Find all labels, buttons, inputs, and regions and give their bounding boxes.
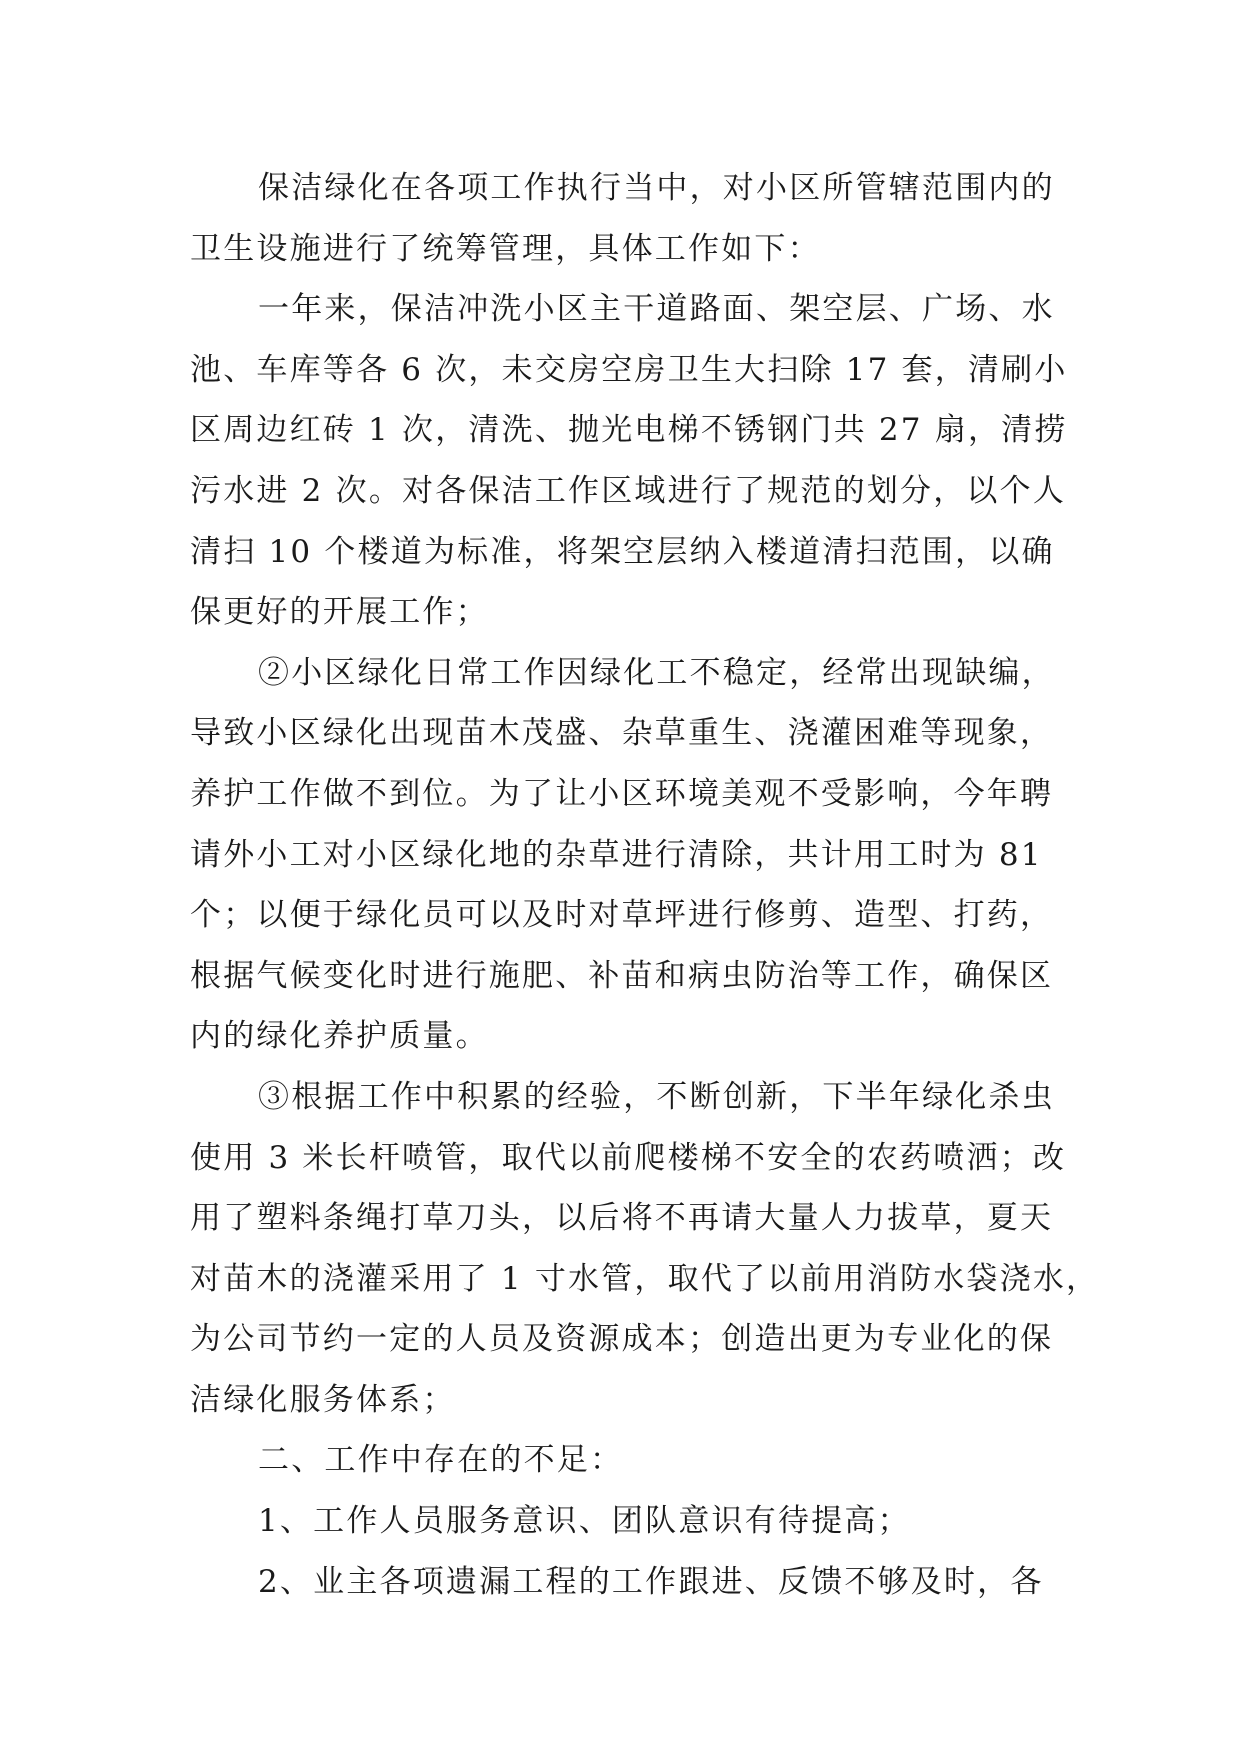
text-line: 使用 3 米长杆喷管，取代以前爬楼梯不安全的农药喷洒；改 (190, 1139, 1067, 1176)
text-line: 请外小工对小区绿化地的杂草进行清除，共计用工时为 81 (190, 836, 1043, 873)
text-line: 内的绿化养护质量。 (190, 1018, 489, 1055)
text-line: 对苗木的浇灌采用了 1 寸水管，取代了以前用消防水袋浇水， (190, 1260, 1100, 1297)
text-line: 保更好的开展工作； (190, 594, 489, 631)
text-line: 2、业主各项遗漏工程的工作跟进、反馈不够及时，各 (258, 1563, 1044, 1600)
text-line: 卫生设施进行了统筹管理，具体工作如下： (190, 230, 821, 267)
text-line: 二、工作中存在的不足： (258, 1442, 624, 1479)
list-item (190, 1552, 1050, 1613)
paragraph-greening (190, 643, 1055, 1067)
text-line: 导致小区绿化出现苗木茂盛、杂草重生、浇灌困难等现象， (190, 715, 1054, 752)
text-line: 根据气候变化时进行施肥、补苗和病虫防治等工作，确保区 (190, 957, 1054, 994)
text-line: 1、工作人员服务意识、团队意识有待提高； (258, 1503, 911, 1540)
list-item (190, 1491, 1050, 1552)
text-line: 洁绿化服务体系； (190, 1381, 456, 1418)
text-line: ③根据工作中积累的经验，不断创新，下半年绿化杀虫 (258, 1078, 1055, 1115)
paragraph-cleaning (190, 279, 1068, 643)
text-line: ②小区绿化日常工作因绿化工不稳定，经常出现缺编， (258, 654, 1055, 691)
text-line: 为公司节约一定的人员及资源成本；创造出更为专业化的保 (190, 1321, 1054, 1358)
section-heading-shortcomings (190, 1430, 1050, 1491)
text-line: 清扫 10 个楼道为标准，将架空层纳入楼道清扫范围，以确 (190, 533, 1055, 570)
text-line: 区周边红砖 1 次，清洗、抛光电梯不锈钢门共 27 扇，清捞 (190, 412, 1068, 449)
text-line: 一年来，保洁冲洗小区主干道路面、架空层、广场、水 (258, 291, 1055, 328)
text-line: 池、车库等各 6 次，未交房空房卫生大扫除 17 套，清刷小 (190, 351, 1068, 388)
paragraph-innovation (190, 1067, 1100, 1431)
text-line: 用了塑料条绳打草刀头，以后将不再请大量人力拔草，夏天 (190, 1200, 1054, 1237)
paragraph-intro (190, 158, 1055, 279)
text-line: 污水进 2 次。对各保洁工作区域进行了规范的划分，以个人 (190, 472, 1067, 509)
document-body (190, 158, 1100, 1612)
text-line: 个；以便于绿化员可以及时对草坪进行修剪、造型、打药， (190, 897, 1054, 934)
text-line: 养护工作做不到位。为了让小区环境美观不受影响，今年聘 (190, 775, 1054, 812)
text-line: 保洁绿化在各项工作执行当中，对小区所管辖范围内的 (258, 170, 1055, 206)
